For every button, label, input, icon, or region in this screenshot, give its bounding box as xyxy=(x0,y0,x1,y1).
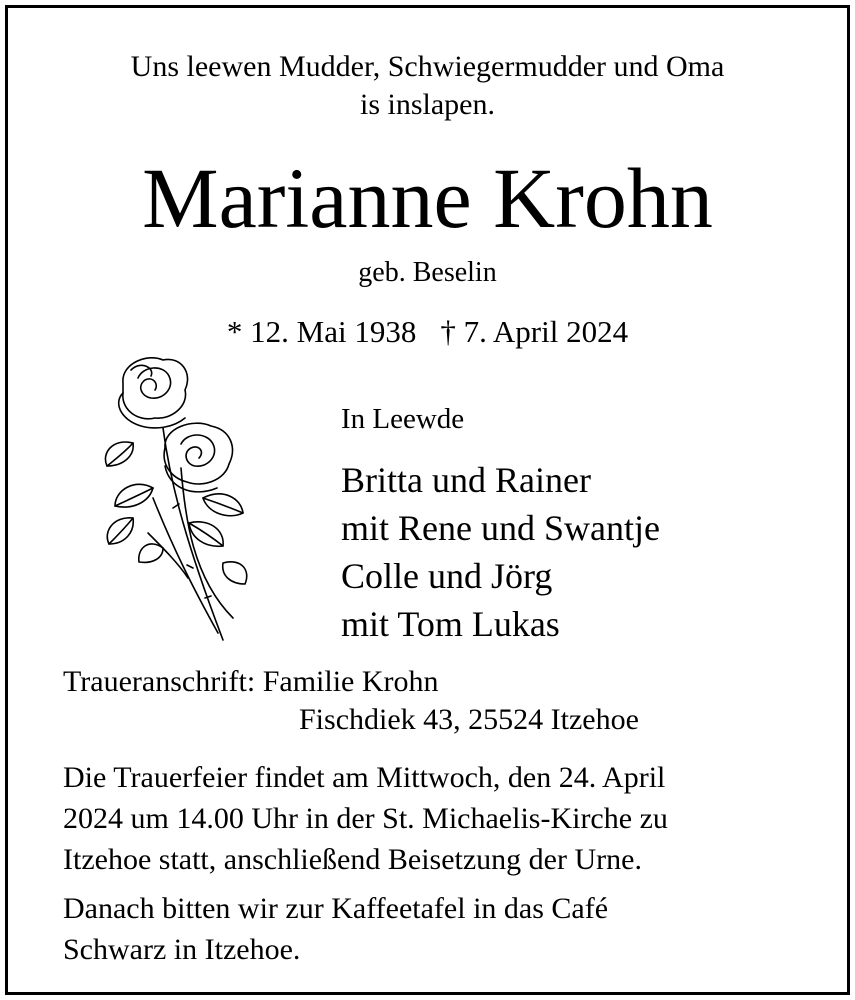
family-list xyxy=(341,456,660,648)
maiden-name: geb. Beselin xyxy=(358,257,497,288)
mourning-address xyxy=(63,663,639,739)
obituary-notice xyxy=(5,5,850,995)
ceremony-text xyxy=(63,757,823,880)
death-date: † 7. April 2024 xyxy=(440,314,629,349)
rose-icon xyxy=(93,348,253,648)
in-love-label: In Leewde xyxy=(341,403,465,435)
deceased-name: Marianne Krohn xyxy=(142,150,713,246)
address-line-2: Fischdiek 43, 25524 Itzehoe xyxy=(299,703,639,736)
cafe-line: Schwarz in Itzehoe. xyxy=(63,933,301,966)
family-line: Colle und Jörg xyxy=(341,556,553,596)
intro-text xyxy=(8,48,847,124)
ceremony-line: Itzehoe statt, anschließend Beisetzung der Urne. xyxy=(63,843,642,876)
intro-line-2: is inslapen. xyxy=(360,88,495,121)
intro-line-1: Uns leewen Mudder, Schwiegermudder und Oma xyxy=(130,50,725,83)
life-dates xyxy=(8,313,847,351)
address-label: Traueranschrift: xyxy=(63,665,256,698)
family-line: mit Rene und Swantje xyxy=(341,508,660,548)
cafe-text xyxy=(63,888,823,970)
ceremony-line: Die Trauerfeier findet am Mittwoch, den 24. April xyxy=(63,761,666,794)
birth-date: * 12. Mai 1938 xyxy=(226,314,417,349)
ceremony-line: 2024 um 14.00 Uhr in der St. Michaelis-Kirche zu xyxy=(63,802,668,835)
family-line: mit Tom Lukas xyxy=(341,604,560,644)
cafe-line: Danach bitten wir zur Kaffeetafel in das Café xyxy=(63,892,609,925)
family-line: Britta und Rainer xyxy=(341,460,591,500)
address-line-1: Familie Krohn xyxy=(262,665,439,698)
